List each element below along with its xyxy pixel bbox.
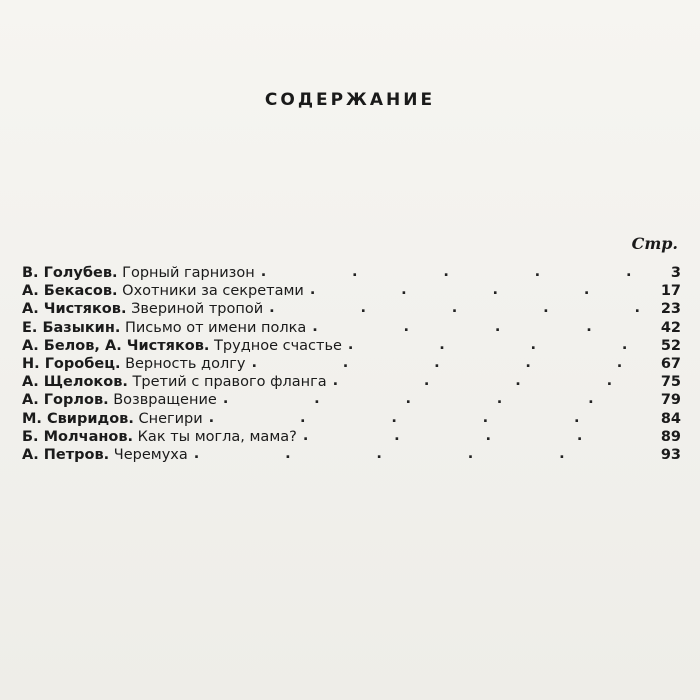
toc-work: Письмо от имени полка <box>124 319 307 336</box>
page-column-label: Стр. <box>631 234 678 253</box>
toc-author: Е. Базыкин. <box>22 319 121 336</box>
toc-page-number: 84 <box>660 410 681 427</box>
dot-leader <box>303 428 647 446</box>
toc-work: Звериной тропой <box>131 301 264 318</box>
toc-work: Черемуха <box>113 446 188 463</box>
toc-author: А. Белов, А. Чистяков. <box>22 337 210 354</box>
dot-leader <box>223 391 647 409</box>
toc-entry-6 <box>22 355 681 373</box>
toc-author: А. Чистяков. <box>22 301 127 318</box>
toc-entry-5 <box>22 337 681 355</box>
dot-leader <box>348 337 647 355</box>
toc-entry-2 <box>22 282 681 300</box>
toc-page-number: 52 <box>660 337 681 354</box>
toc-entry-1 <box>22 264 681 282</box>
toc-author: Н. Горобец. <box>22 356 121 373</box>
dot-leader <box>312 319 647 337</box>
toc-work: Возвращение <box>113 392 217 409</box>
toc-work: Верность долгу <box>125 356 246 373</box>
toc-author: Б. Молчанов. <box>22 428 134 445</box>
toc-page-number: 89 <box>660 428 681 445</box>
toc-entry-3 <box>22 300 681 318</box>
toc-author: А. Щелоков. <box>22 374 128 391</box>
dot-leader <box>261 264 647 282</box>
toc-page-number: 67 <box>660 356 681 373</box>
toc-work: Охотники за секретами <box>122 283 304 300</box>
dot-leader <box>194 446 647 464</box>
dot-leader <box>333 373 647 391</box>
toc-entry-11 <box>22 446 681 464</box>
toc-entry-7 <box>22 373 681 391</box>
toc-page-number: 3 <box>670 265 681 282</box>
toc-entry-8 <box>22 391 681 409</box>
toc-page-number: 93 <box>660 446 681 463</box>
dot-leader <box>251 355 647 373</box>
toc-work: Снегири <box>138 410 203 427</box>
toc-page-number: 75 <box>660 374 681 391</box>
toc-author: В. Голубев. <box>22 265 118 282</box>
toc-work: Третий с правого фланга <box>132 374 327 391</box>
table-of-contents <box>22 264 681 464</box>
toc-page-number: 42 <box>660 319 681 336</box>
toc-page-number: 79 <box>660 392 681 409</box>
dot-leader <box>209 410 647 428</box>
toc-work: Горный гарнизон <box>122 265 255 282</box>
toc-author: А. Горлов. <box>22 392 109 409</box>
toc-entry-10 <box>22 428 681 446</box>
page-title: СОДЕРЖАНИЕ <box>264 90 436 110</box>
dot-leader <box>269 300 647 318</box>
toc-entry-9 <box>22 410 681 428</box>
toc-author: М. Свиридов. <box>22 410 134 427</box>
dot-leader <box>310 282 647 300</box>
toc-work: Как ты могла, мама? <box>137 428 297 445</box>
toc-page-number: 23 <box>660 301 681 318</box>
toc-work: Трудное счастье <box>214 337 342 354</box>
toc-entry-4 <box>22 319 681 337</box>
toc-author: А. Петров. <box>22 446 110 463</box>
toc-author: А. Бекасов. <box>22 283 118 300</box>
toc-page-number: 17 <box>660 283 681 300</box>
